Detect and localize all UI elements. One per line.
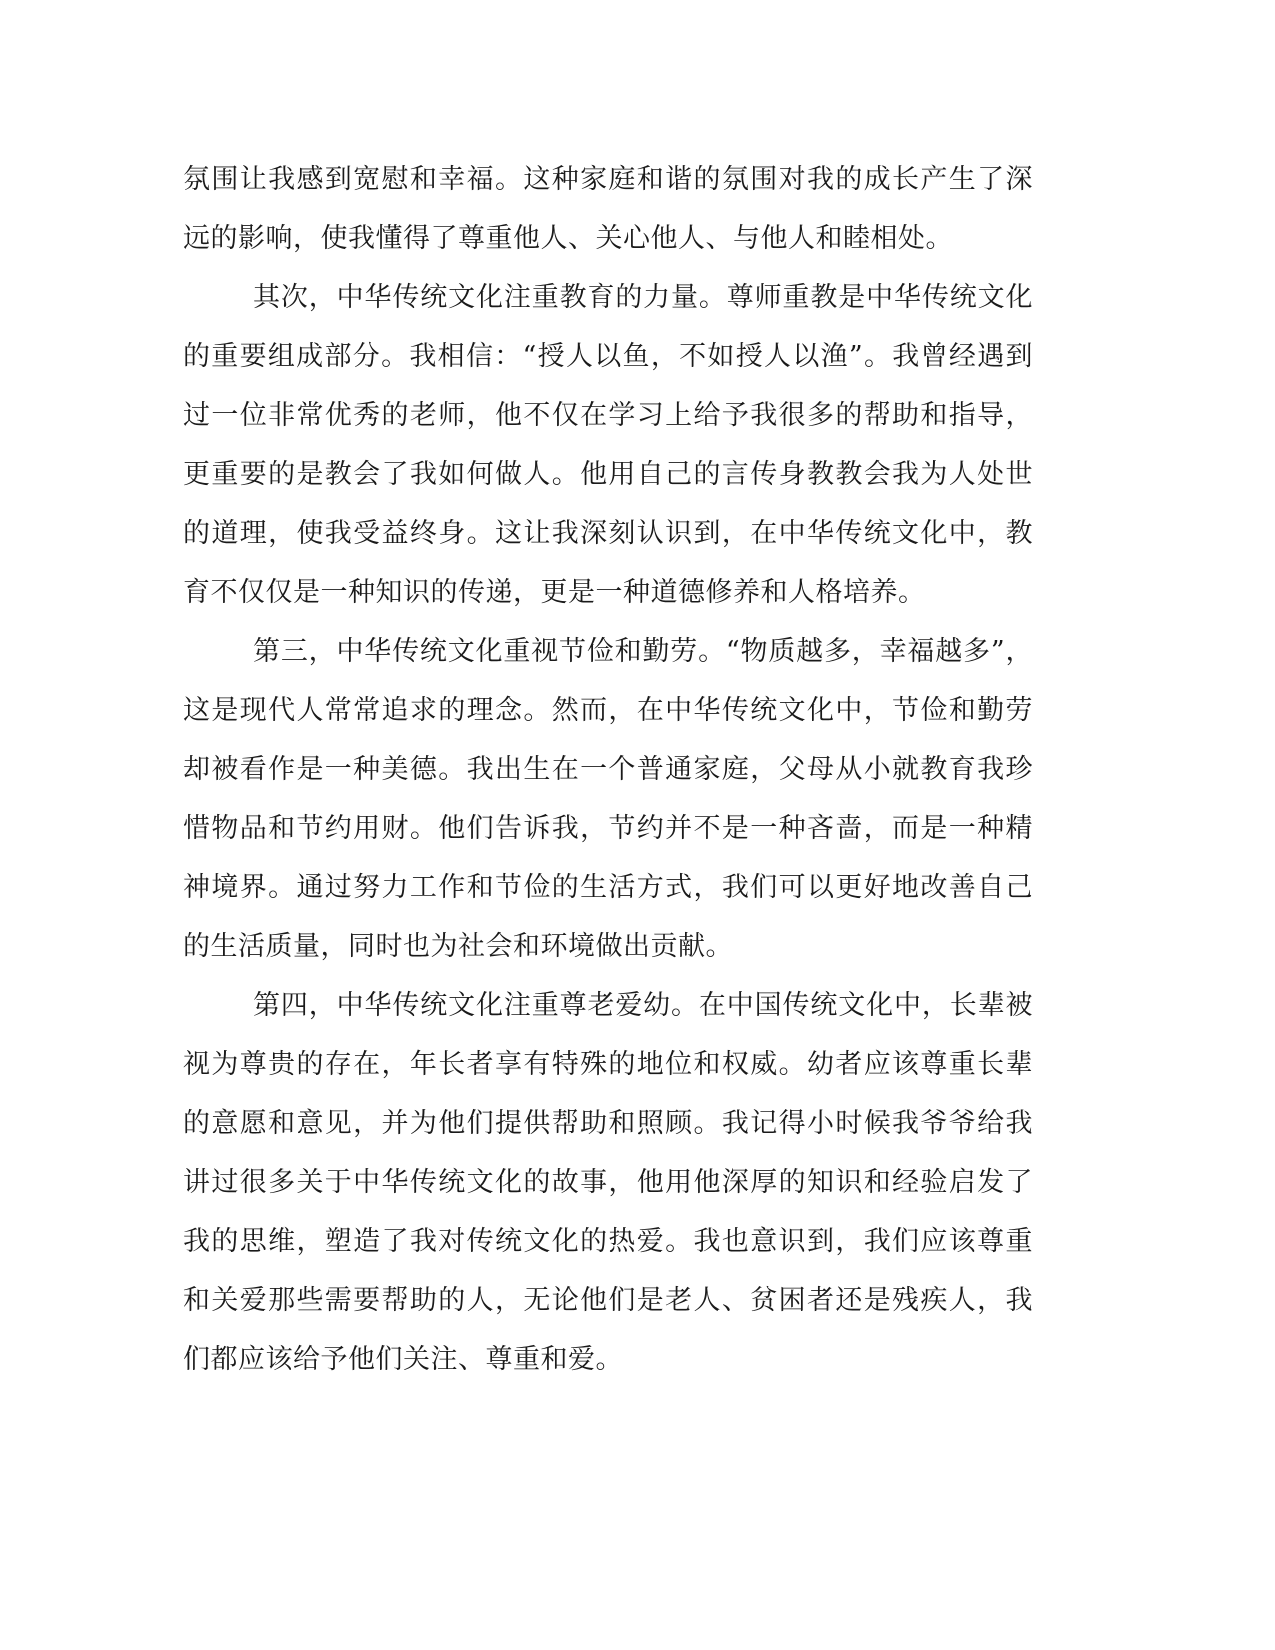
text-line: 们都应该给予他们关注、尊重和爱。 <box>183 1344 623 1375</box>
text-line: 神境界。通过努力工作和节俭的生活方式，我们可以更好地改善自己 <box>183 872 1033 903</box>
paragraph-first-line: 其次，中华传统文化注重教育的力量。尊师重教是中华传统文化 <box>253 282 1033 313</box>
text-line: 这是现代人常常追求的理念。然而，在中华传统文化中，节俭和勤劳 <box>183 695 1033 726</box>
text-line: 的重要组成部分。我相信：“授人以鱼，不如授人以渔”。我曾经遇到 <box>183 341 1033 372</box>
text-line: 远的影响，使我懂得了尊重他人、关心他人、与他人和睦相处。 <box>183 223 953 254</box>
paragraph-first-line: 第三，中华传统文化重视节俭和勤劳。“物质越多，幸福越多”， <box>253 636 1033 667</box>
text-line: 过一位非常优秀的老师，他不仅在学习上给予我很多的帮助和指导， <box>183 400 1033 431</box>
text-line: 氛围让我感到宽慰和幸福。这种家庭和谐的氛围对我的成长产生了深 <box>183 164 1033 195</box>
text-line: 更重要的是教会了我如何做人。他用自己的言传身教教会我为人处世 <box>183 459 1033 490</box>
text-line: 育不仅仅是一种知识的传递，更是一种道德修养和人格培养。 <box>183 577 926 608</box>
text-line: 的生活质量，同时也为社会和环境做出贡献。 <box>183 931 733 962</box>
text-line: 我的思维，塑造了我对传统文化的热爱。我也意识到，我们应该尊重 <box>183 1226 1033 1257</box>
text-line: 视为尊贵的存在，年长者享有特殊的地位和权威。幼者应该尊重长辈 <box>183 1049 1033 1080</box>
text-line: 的意愿和意见，并为他们提供帮助和照顾。我记得小时候我爷爷给我 <box>183 1108 1033 1139</box>
text-line: 和关爱那些需要帮助的人，无论他们是老人、贫困者还是残疾人，我 <box>183 1285 1033 1316</box>
text-line: 讲过很多关于中华传统文化的故事，他用他深厚的知识和经验启发了 <box>183 1167 1033 1198</box>
text-line: 惜物品和节约用财。他们告诉我，节约并不是一种吝啬，而是一种精 <box>183 813 1033 844</box>
text-line: 的道理，使我受益终身。这让我深刻认识到，在中华传统文化中，教 <box>183 518 1033 549</box>
text-line: 却被看作是一种美德。我出生在一个普通家庭，父母从小就教育我珍 <box>183 754 1033 785</box>
paragraph-first-line: 第四，中华传统文化注重尊老爱幼。在中国传统文化中，长辈被 <box>253 990 1033 1021</box>
